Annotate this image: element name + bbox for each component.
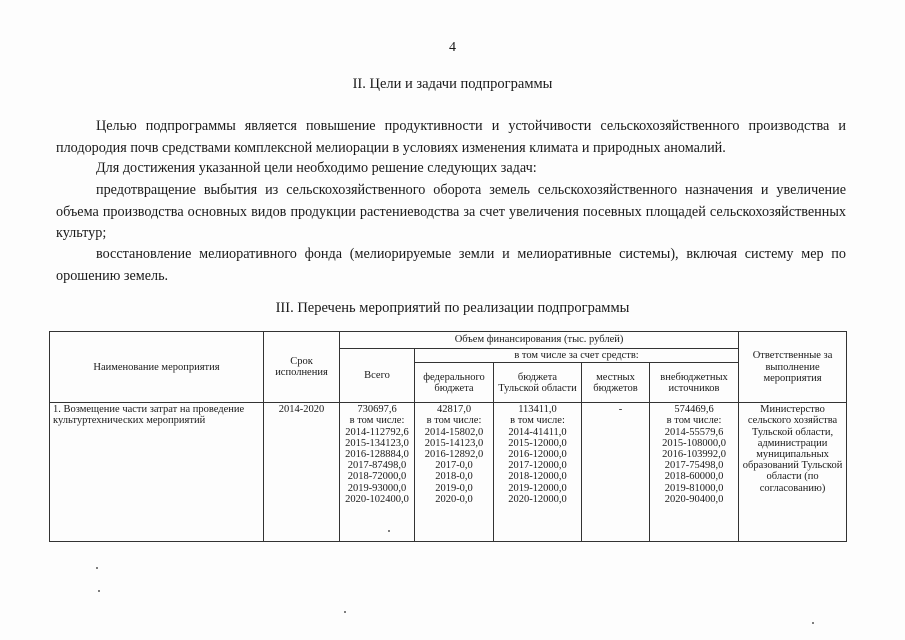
- task-2-paragraph: восстановление мелиоративного фонда (мелиорируемые земли и мелиоративные системы), включая систему мер по орошению земель.: [56, 246, 846, 284]
- cell-line: 2020-0,0: [435, 493, 473, 505]
- row-responsible: Министерство сельского хозяйства Тульской области, администрации муниципальных образований Тульской области (по согласованию): [739, 403, 847, 542]
- header-term: Срок исполнения: [264, 332, 340, 403]
- cell-line: 730697,6: [357, 404, 397, 416]
- cell-line: 2018-0,0: [435, 471, 473, 483]
- scan-speck: [344, 611, 346, 613]
- header-responsible: Ответственные за выполнение мероприятия: [739, 332, 847, 403]
- measures-table: [49, 331, 847, 542]
- header-federal: федерального бюджета: [415, 363, 494, 403]
- header-local: местных бюджетов: [582, 363, 650, 403]
- scan-speck: [388, 530, 390, 532]
- cell-line: 2020-102400,0: [345, 493, 409, 505]
- header-name: Наименование мероприятия: [50, 332, 264, 403]
- cell-line: в том числе:: [426, 415, 482, 427]
- header-total: Всего: [340, 349, 415, 403]
- cell-line: 2017-12000,0: [508, 460, 567, 472]
- cell-line: 2019-12000,0: [508, 482, 567, 494]
- cell-line: 2017-87498,0: [347, 460, 407, 472]
- row-term: 2014-2020: [264, 403, 340, 542]
- cell-line: 2014-112792,6: [345, 426, 409, 438]
- cell-line: 2019-81000,0: [664, 482, 724, 494]
- cell-line: 2015-14123,0: [424, 437, 484, 449]
- row-extra: [650, 403, 739, 542]
- cell-line: в том числе:: [349, 415, 405, 427]
- row-federal: [415, 403, 494, 542]
- row-name: 1. Возмещение части затрат на проведение культуртехнических мероприятий: [50, 403, 264, 542]
- row-regional: [494, 403, 582, 542]
- cell-line: в том числе:: [666, 415, 722, 427]
- cell-line: 2020-12000,0: [508, 493, 567, 505]
- cell-line: 2018-12000,0: [508, 471, 567, 483]
- cell-line: в том числе:: [510, 415, 565, 427]
- table-row: [50, 403, 847, 542]
- cell-line: 113411,0: [518, 404, 557, 416]
- goal-paragraph: Целью подпрограммы является повышение продуктивности и устойчивости сельскохозяйственного производства и плодородия почв средствами комплексной мелиорации в условиях изменения климата и природных аномалий.: [56, 118, 846, 156]
- cell-line: 2015-108000,0: [662, 437, 726, 449]
- cell-line: 2016-103992,0: [662, 449, 726, 461]
- cell-line: 2016-128884,0: [345, 449, 409, 461]
- cell-line: 42817,0: [436, 404, 472, 416]
- cell-line: 2018-60000,0: [664, 471, 724, 483]
- cell-line: 2014-55579,6: [664, 426, 724, 438]
- row-total: [340, 403, 415, 542]
- header-regional: бюджета Тульской области: [494, 363, 582, 403]
- header-extra: внебюджетных источников: [650, 363, 739, 403]
- cell-line: 2020-90400,0: [664, 493, 724, 505]
- scan-speck: [98, 590, 100, 592]
- cell-line: 2015-12000,0: [508, 437, 567, 449]
- header-funding: Объем финансирования (тыс. рублей): [340, 332, 739, 349]
- cell-line: 2014-41411,0: [508, 426, 567, 438]
- cell-line: 574469,6: [674, 404, 714, 416]
- row-local: [582, 403, 650, 542]
- cell-line: 2016-12000,0: [508, 449, 567, 461]
- page-number: 4: [449, 40, 456, 55]
- row-local-value: -: [618, 404, 623, 416]
- section-2-title: II. Цели и задачи подпрограммы: [352, 76, 553, 92]
- section-3-title: III. Перечень мероприятий по реализации подпрограммы: [275, 300, 630, 316]
- cell-line: 2018-72000,0: [347, 471, 407, 483]
- cell-line: 2017-75498,0: [664, 460, 724, 472]
- task-1-paragraph: предотвращение выбытия из сельскохозяйственного оборота земель сельскохозяйственного назначения и увеличение объема производства основных видов продукции растениеводства за счет увеличения посевных площадей сельскохозяйственных культур;: [56, 182, 846, 241]
- tasks-intro-paragraph: Для достижения указанной цели необходимо решение следующих задач:: [96, 160, 537, 176]
- cell-line: 2014-15802,0: [424, 426, 484, 438]
- scan-speck: [812, 622, 814, 624]
- cell-line: 2017-0,0: [435, 460, 473, 472]
- cell-line: 2019-0,0: [435, 482, 473, 494]
- cell-line: 2015-134123,0: [345, 437, 409, 449]
- header-including: в том числе за счет средств:: [415, 349, 739, 363]
- cell-line: 2016-12892,0: [424, 449, 484, 461]
- cell-line: 2019-93000,0: [347, 482, 407, 494]
- scan-speck: [96, 567, 98, 569]
